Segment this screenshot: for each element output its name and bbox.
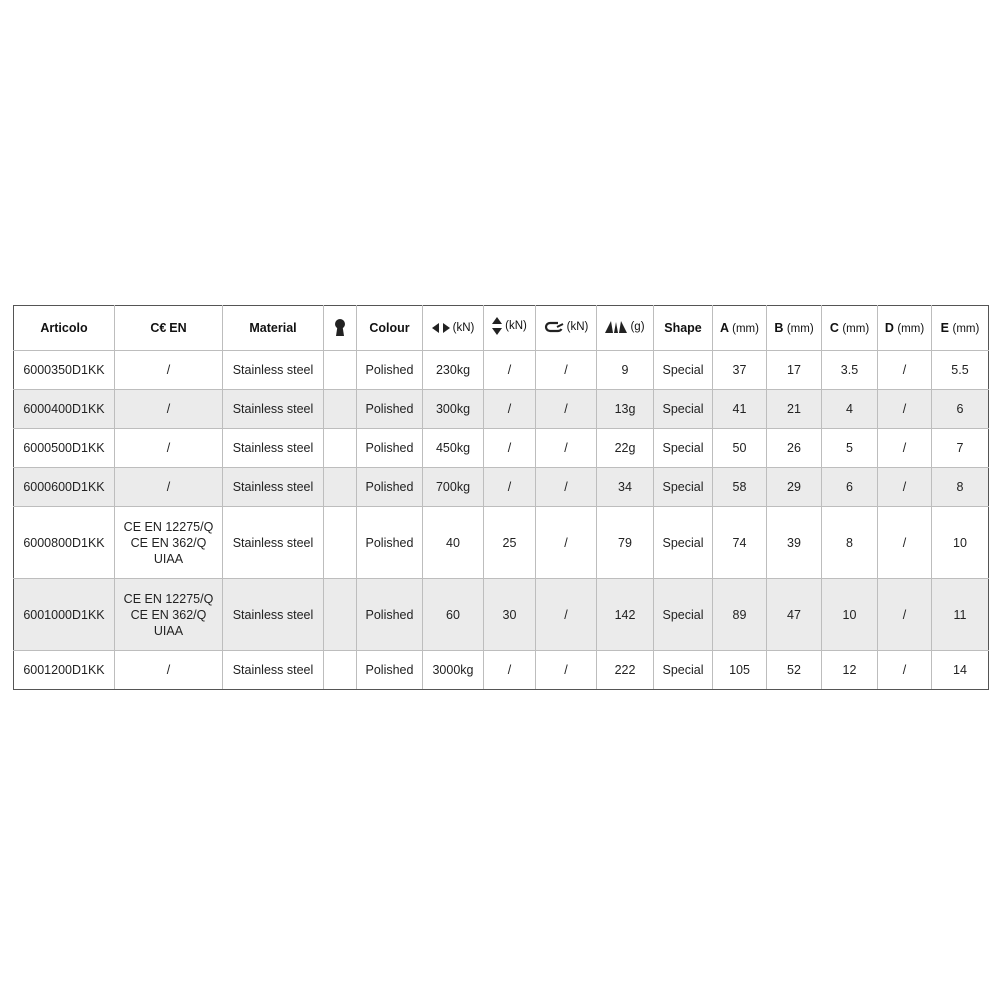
cell-cert: [115, 651, 223, 690]
col-header-shape: Shape: [654, 306, 713, 351]
cell-d: /: [878, 429, 932, 468]
cell-cert: [115, 468, 223, 507]
cell-b: 39: [767, 507, 822, 579]
cell-material: Stainless steel: [223, 429, 324, 468]
cell-gate: /: [536, 390, 597, 429]
cell-colour: Polished: [357, 351, 423, 390]
cell-gate: /: [536, 468, 597, 507]
keyhole-lock-icon: [334, 319, 346, 337]
minor-axis-arrows-icon: [492, 317, 502, 335]
cell-colour: Polished: [357, 507, 423, 579]
cell-colour: Polished: [357, 468, 423, 507]
cell-shape: Special: [654, 351, 713, 390]
cell-articolo: 6000600D1KK: [14, 468, 115, 507]
cell-lock: [324, 351, 357, 390]
cell-gate: /: [536, 429, 597, 468]
cell-weight: 222: [597, 651, 654, 690]
cell-e: 11: [932, 579, 989, 651]
cell-major: 300kg: [423, 390, 484, 429]
cell-cert: [115, 351, 223, 390]
cell-gate: /: [536, 507, 597, 579]
cell-lock: [324, 579, 357, 651]
cell-articolo: 6001000D1KK: [14, 579, 115, 651]
d-unit: (mm): [897, 322, 925, 335]
col-header-minor-axis: [484, 306, 536, 351]
col-header-articolo: Articolo: [14, 306, 115, 351]
cert-line: /: [166, 363, 171, 377]
cell-a: 58: [713, 468, 767, 507]
cell-a: 37: [713, 351, 767, 390]
cell-major: 450kg: [423, 429, 484, 468]
table-row: [14, 579, 989, 651]
cert-line: /: [166, 402, 171, 416]
cell-e: 7: [932, 429, 989, 468]
e-unit: (mm): [952, 322, 980, 335]
cell-weight: 34: [597, 468, 654, 507]
table-row: [14, 351, 989, 390]
cell-shape: Special: [654, 429, 713, 468]
cell-b: 29: [767, 468, 822, 507]
col-header-e: [932, 306, 989, 351]
col-header-colour: Colour: [357, 306, 423, 351]
col-header-major-axis: [423, 306, 484, 351]
cert-line: UIAA: [153, 551, 184, 566]
cell-a: 41: [713, 390, 767, 429]
cell-cert: [115, 429, 223, 468]
table-row: [14, 651, 989, 690]
cell-d: /: [878, 651, 932, 690]
cell-lock: [324, 468, 357, 507]
cell-articolo: 6000500D1KK: [14, 429, 115, 468]
d-label: D: [884, 320, 894, 335]
cell-e: 8: [932, 468, 989, 507]
cell-weight: 142: [597, 579, 654, 651]
cell-minor: /: [484, 351, 536, 390]
cell-c: 3.5: [822, 351, 878, 390]
header-row: [14, 306, 989, 351]
cell-gate: /: [536, 579, 597, 651]
cert-line: /: [166, 663, 171, 677]
b-label: B: [774, 320, 784, 335]
cell-lock: [324, 651, 357, 690]
cell-colour: Polished: [357, 390, 423, 429]
cell-d: /: [878, 390, 932, 429]
table-row: [14, 390, 989, 429]
cell-e: 6: [932, 390, 989, 429]
e-label: E: [940, 320, 950, 335]
cell-material: Stainless steel: [223, 507, 324, 579]
cell-minor: /: [484, 429, 536, 468]
ce-mark: C€: [150, 321, 167, 335]
col-header-a: [713, 306, 767, 351]
cell-minor: /: [484, 390, 536, 429]
col-header-lock: [324, 306, 357, 351]
cert-line: CE EN 362/Q: [130, 607, 207, 622]
cert-line: CE EN 362/Q: [130, 535, 207, 550]
cell-c: 12: [822, 651, 878, 690]
cell-articolo: 6000400D1KK: [14, 390, 115, 429]
cell-weight: 9: [597, 351, 654, 390]
major-axis-unit: (kN): [452, 321, 475, 334]
weight-icon: [605, 321, 627, 333]
cell-major: 40: [423, 507, 484, 579]
table-row: [14, 468, 989, 507]
col-header-weight: [597, 306, 654, 351]
weight-unit: (g): [630, 321, 645, 333]
cell-minor: 30: [484, 579, 536, 651]
c-unit: (mm): [842, 322, 870, 335]
cell-shape: Special: [654, 468, 713, 507]
cell-e: 5.5: [932, 351, 989, 390]
cell-minor: /: [484, 651, 536, 690]
cell-c: 5: [822, 429, 878, 468]
cell-weight: 79: [597, 507, 654, 579]
cell-minor: 25: [484, 507, 536, 579]
cell-shape: Special: [654, 390, 713, 429]
cell-c: 6: [822, 468, 878, 507]
cert-line: /: [166, 441, 171, 455]
cell-b: 17: [767, 351, 822, 390]
cell-shape: Special: [654, 507, 713, 579]
a-unit: (mm): [732, 322, 759, 335]
cell-e: 14: [932, 651, 989, 690]
cert-line: UIAA: [153, 623, 184, 638]
cell-material: Stainless steel: [223, 579, 324, 651]
col-header-d: [878, 306, 932, 351]
cell-d: /: [878, 579, 932, 651]
col-header-c: [822, 306, 878, 351]
cell-cert: [115, 390, 223, 429]
cert-line: CE EN 12275/Q: [123, 519, 214, 534]
cell-c: 8: [822, 507, 878, 579]
cell-e: 10: [932, 507, 989, 579]
cell-c: 10: [822, 579, 878, 651]
cell-material: Stainless steel: [223, 468, 324, 507]
cert-line: /: [166, 480, 171, 494]
cell-articolo: 6000350D1KK: [14, 351, 115, 390]
col-header-ce-en: [115, 306, 223, 351]
cell-weight: 22g: [597, 429, 654, 468]
table-body: [14, 351, 989, 690]
cell-major: 700kg: [423, 468, 484, 507]
gate-open-unit: (kN): [566, 321, 589, 333]
cell-articolo: 6000800D1KK: [14, 507, 115, 579]
cell-cert: [115, 507, 223, 579]
cell-b: 52: [767, 651, 822, 690]
col-header-material: Material: [223, 306, 324, 351]
cell-colour: Polished: [357, 579, 423, 651]
cell-minor: /: [484, 468, 536, 507]
c-label: C: [829, 320, 839, 335]
cell-b: 26: [767, 429, 822, 468]
b-unit: (mm): [786, 322, 814, 335]
cell-colour: Polished: [357, 429, 423, 468]
cell-c: 4: [822, 390, 878, 429]
cell-lock: [324, 429, 357, 468]
cell-d: /: [878, 468, 932, 507]
cell-cert: [115, 579, 223, 651]
cell-major: 60: [423, 579, 484, 651]
cell-a: 74: [713, 507, 767, 579]
cell-b: 21: [767, 390, 822, 429]
ce-en-label: EN: [169, 321, 187, 335]
cell-major: 3000kg: [423, 651, 484, 690]
cell-articolo: 6001200D1KK: [14, 651, 115, 690]
cert-line: CE EN 12275/Q: [123, 591, 214, 606]
cell-major: 230kg: [423, 351, 484, 390]
cell-material: Stainless steel: [223, 390, 324, 429]
table-row: [14, 507, 989, 579]
cell-shape: Special: [654, 651, 713, 690]
cell-a: 105: [713, 651, 767, 690]
cell-a: 50: [713, 429, 767, 468]
table-row: [14, 429, 989, 468]
col-header-gate-open: [536, 306, 597, 351]
cell-material: Stainless steel: [223, 651, 324, 690]
cell-material: Stainless steel: [223, 351, 324, 390]
minor-axis-unit: (kN): [505, 320, 527, 332]
cell-d: /: [878, 351, 932, 390]
cell-colour: Polished: [357, 651, 423, 690]
cell-d: /: [878, 507, 932, 579]
major-axis-arrows-icon: [432, 323, 450, 333]
cell-shape: Special: [654, 579, 713, 651]
cell-gate: /: [536, 651, 597, 690]
cell-lock: [324, 390, 357, 429]
cell-a: 89: [713, 579, 767, 651]
spec-table: [13, 305, 989, 690]
a-label: A: [720, 320, 729, 335]
col-header-b: [767, 306, 822, 351]
cell-lock: [324, 507, 357, 579]
cell-b: 47: [767, 579, 822, 651]
cell-weight: 13g: [597, 390, 654, 429]
cell-gate: /: [536, 351, 597, 390]
gate-open-carabiner-icon: [544, 321, 564, 333]
